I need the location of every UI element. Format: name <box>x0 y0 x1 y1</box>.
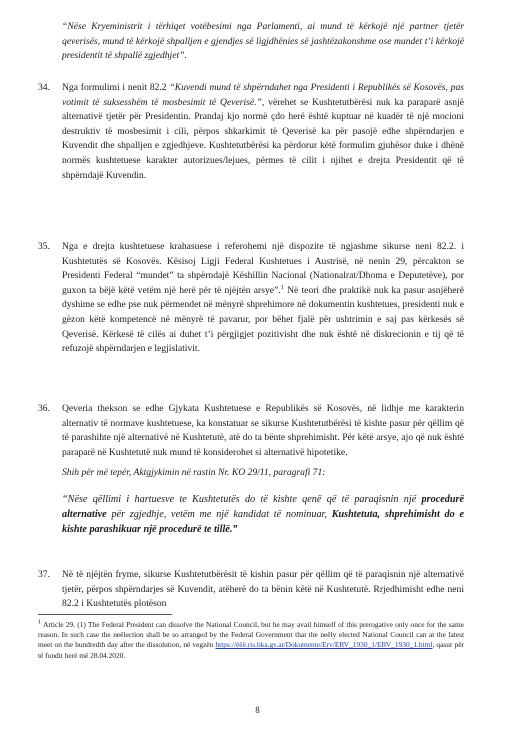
quote-part: “Nëse qëllimi i hartuesve te Kushtetutës do të kishte qenë që të paraqisnin një <box>62 494 422 505</box>
footnote-reference[interactable]: 1 <box>280 283 284 291</box>
footnote-separator <box>38 614 172 615</box>
block-quote-top: “Nëse Kryeministrit i tërhiqet votëbesimi nga Parlamenti, ai mund të kërkojë një partner tjetër qeverisës, mund të kërkojë shpalljen e gjendjes së ligjdhënies së jashtëzakonshme ose mundet t’i kërkojë presidentit të shpallë zgjedhjet”. <box>62 21 464 62</box>
footnote-text: Article 29. (1) The Federal President can dissolve the National Council, but he may avail himself of this prerogative only once for the same reason. In such case the neëlection shall be so arranged by the Federal Government that the neëly elected National Council can at the latest meet on the hundredth day after the dissolution, në vegzën <box>38 620 464 650</box>
footnote <box>38 620 464 661</box>
footnote-tail: , qasur për të fundit herë më 28.04.2020. <box>38 640 464 660</box>
quote-close: ” <box>232 524 238 535</box>
quote-part: për zgjedhje, vetëm me një kandidat të nominuar, <box>106 509 332 520</box>
paragraph-rest: , vërehet se Kushtetutbërësi nuk ka paraparë asnjë alternativë tjetër për Presidentin. Prandaj kjo normë çdo herë është kuptuar në kuadër të një mocioni destruktiv të mosbesimit i cili, përpos shkarkimit të Qeverisë ka për pasojë edhe shpërndarjen e Kuvendit dhe shpalljen e zgjedhjeve. Kushtetutbërësi ka përdorur këtë formulim gjuhësor duke i dhënë normës kushtetuese karakter autorizues/lejues, përmes të cilit i njihet e drejta Presidentit që të shpërndajë Kuvendin. <box>62 96 465 181</box>
quote-bold: procedurë alternative <box>62 494 464 520</box>
quote-bold: Kushtetuta, shprehimisht do e kishte parashikuar një procedurë te tillë. <box>62 509 464 535</box>
block-quote-paragraph-71 <box>62 492 464 537</box>
paragraph-34 <box>38 81 464 183</box>
paragraph-text-b: Në teori dhe praktikë nuk ka pasur asnjëherë dyshime se edhe pse nuk përmendet në mënyrë shprehimore në dokumentin kushtetues, presidenti nuk e gëzon këtë kompetencë në mënyrë të pavarur, por bëhet fjalë për ushtrimin e saj pas kërkesës së Qeverisë. Kërkesë të cilës ai duhet t’i përgjigjet pozitivisht dhe nuk është në diskrecionin e tij që të refuzojë shpërndarjen e legjislativit. <box>62 284 465 355</box>
see-also-note: Shih për më tepër, Aktgjykimin në rastin Nr. KO 29/11, paragrafi 71: <box>62 467 326 478</box>
footnote-number: 1 <box>38 618 42 626</box>
page-number: 8 <box>255 705 260 715</box>
paragraph-text <box>62 240 464 357</box>
paragraph-text: Në të njëjtën fryme, sikurse Kushtetutbërësit të kishin pasur për qëllim që të paraqisnin një alternativë tjetër, përpos shpërndarjes së Kuvendit, atëherë do ta bënin këtë në Kushtetutë. Rrjedhimisht edhe neni 82.2 i Kushtetutës plotëson <box>62 569 464 610</box>
paragraph-text: Qeveria thekson se edhe Gjykata Kushtetuese e Republikës së Kosovës, në lidhje me karakterin alternativ të normave kushtetuese, ka konstatuar se sikurse Kushtetutbërësi të kishte pasur për qëllim që të parashihte një alternativë në Kushtetutë, atë do ta bënte shprehimisht. Për këtë arsye, ajo që nuk është paraparë në Kushtetutë nuk mund të konsiderohet si alternativë hipotetike. <box>62 403 464 458</box>
paragraph-lead: Nga formulimi i nenit 82.2 <box>62 82 170 93</box>
paragraph-number: 36. <box>38 403 50 414</box>
paragraph-text-a: Nga e drejta kushtetuese krahasuese i referohemi një dispozite të ngjashme sikurse neni 82.2. i Kushtetutës së Kosovës. Kësisoj Ligji Federal Kushtetues i Austrisë, në nenin 29, përcakton se Presidenti Federal “mundet” ta shpërndajë Këshillin Nacional (Nationalrat/Dhoma e Deputetëve), por guxon ta bëjë këtë vetëm një herë për të njëjtën arsye”. <box>62 241 464 296</box>
paragraph-36 <box>38 402 464 460</box>
paragraph-text <box>62 81 464 183</box>
italic-quote: “Kuvendi mund të shpërndahet nga Presidenti i Republikës së Kosovës, pas votimit të suksesshëm të mosbesimit të Qeverisë.” <box>62 82 464 108</box>
paragraph-37 <box>38 568 464 612</box>
paragraph-35 <box>38 240 464 357</box>
paragraph-number: 35. <box>38 241 50 252</box>
footnote-link[interactable]: https://ëëë.ris.bka.gv.at/Dokumente/Erv/ERV_1930_1/ERV_1930_1.html <box>215 640 433 650</box>
paragraph-number: 34. <box>38 82 50 93</box>
paragraph-number: 37. <box>38 569 50 580</box>
